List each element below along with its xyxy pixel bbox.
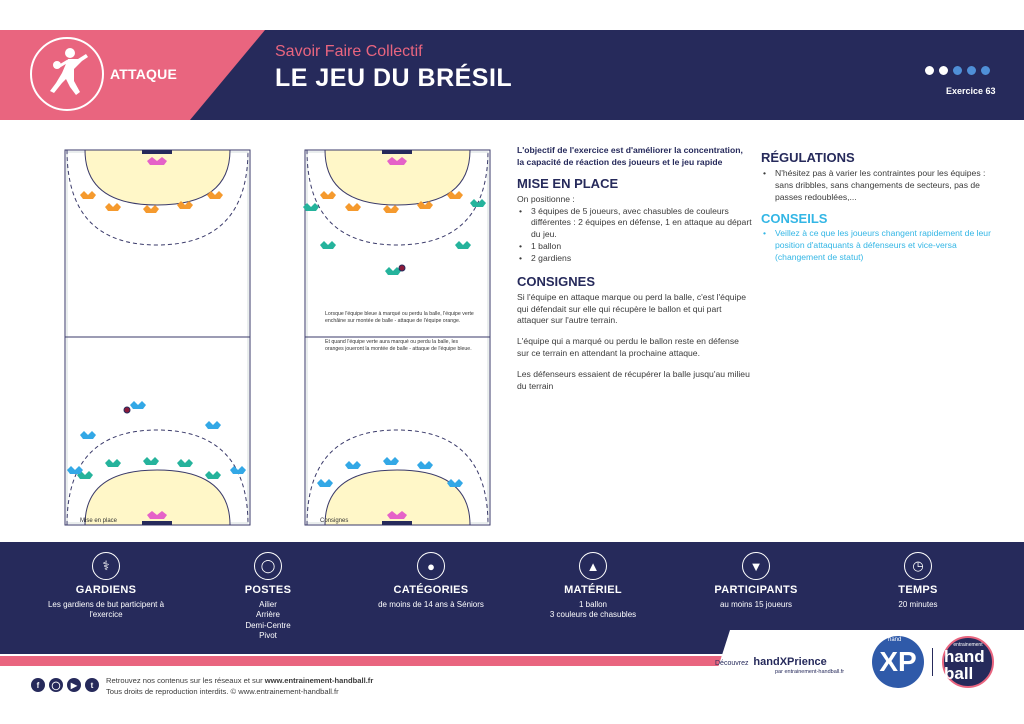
website-link[interactable]: www.entrainement-handball.fr: [264, 676, 374, 685]
difficulty-ball-icon: [966, 65, 977, 76]
youtube-icon[interactable]: ▶: [67, 678, 81, 692]
court-caption: Consignes: [320, 518, 349, 524]
court-diagram-instructions: [295, 145, 500, 530]
feature-categories: [361, 552, 501, 610]
copyright-text: Tous droits de reproduction interdits. © www.entrainement-handball.fr: [106, 687, 339, 696]
feature-text: de moins de 14 ans à Séniors: [378, 600, 484, 609]
handball-player-icon: [30, 37, 104, 111]
hb-logo-small-text: entrainement: [953, 641, 983, 648]
xp-logo-small-text: hand: [888, 637, 902, 643]
regulations-heading: RÉGULATIONS: [761, 150, 855, 165]
feature-title: CATÉGORIES: [393, 584, 469, 596]
advice-heading: CONSEILS: [761, 210, 828, 226]
footer-text: Retrouvez nos contenus sur les réseaux et sur: [106, 676, 265, 685]
brand-promo[interactable]: [715, 656, 844, 675]
handxp-logo[interactable]: [872, 636, 924, 688]
instructions-heading: CONSIGNES: [517, 273, 596, 289]
feature-title: PARTICIPANTS: [714, 584, 798, 596]
setup-heading: MISE EN PLACE: [517, 175, 619, 191]
instruction-paragraph: L'équipe qui a marqué ou perdu le ballon reste en défense sur ce terrain en attendant la prochaine attaque.: [517, 336, 739, 359]
feature-participants: [686, 552, 826, 610]
difficulty-ball-icon: [952, 65, 963, 76]
description-column: [517, 145, 752, 402]
court-caption: Mise en place: [80, 518, 118, 524]
participants-icon: ▼: [742, 552, 770, 580]
setup-list: [517, 206, 752, 265]
equipment-icon: ▲: [579, 552, 607, 580]
ball-marker: [124, 407, 130, 413]
list-item: • 1 ballon: [517, 241, 752, 253]
difficulty-rating: [924, 65, 991, 76]
advice-list: [761, 228, 996, 264]
hb-logo-text: hand ball: [944, 646, 985, 683]
feature-title: GARDIENS: [75, 584, 137, 596]
page-title: LE JEU DU BRÉSIL: [275, 64, 513, 92]
feature-title: POSTES: [244, 584, 292, 596]
social-links: [31, 678, 99, 692]
feature-text: 20 minutes: [898, 600, 938, 609]
feature-goalkeepers: [36, 552, 176, 621]
footer-accent-stripe: [0, 656, 735, 666]
category-label: ATTAQUE: [110, 66, 177, 82]
exercise-number: Exercice 63: [946, 86, 996, 96]
feature-title: MATÉRIEL: [564, 584, 622, 596]
brand-name: handXPrience: [753, 656, 827, 668]
feature-text: Les gardiens de but participent à l'exercice: [47, 600, 165, 620]
feature-title: TEMPS: [898, 584, 938, 596]
instagram-icon[interactable]: ◯: [49, 678, 63, 692]
difficulty-ball-icon: [980, 65, 991, 76]
feature-text: au moins 15 joueurs: [719, 600, 793, 609]
categories-icon: ●: [417, 552, 445, 580]
regulations-list: [761, 168, 996, 204]
court-note: Lorsque l'équipe bleue à marqué ou perdu la balle, l'équipe verte enchâine sur montée de balle - attaque de l'équipe orange.: [325, 311, 474, 325]
goalkeeper-icon: ⚕: [92, 552, 120, 580]
court-diagram-setup: [55, 145, 260, 530]
list-item: • N'hésitez pas à varier les contraintes pour les équipes : sans dribbles, sans changements de secteurs, pas de passes redoublées,...: [761, 168, 996, 204]
setup-lead: On positionne :: [517, 193, 575, 204]
twitter-icon[interactable]: t: [85, 678, 99, 692]
difficulty-ball-icon: [938, 65, 949, 76]
position-icon: ◯: [254, 552, 282, 580]
tips-column: [761, 145, 996, 264]
page-subtitle: Savoir Faire Collectif: [275, 43, 423, 60]
footer-line: [106, 676, 373, 685]
entrainement-handball-logo[interactable]: [942, 636, 994, 688]
court-note: Et quand l'équipe verte aura marqué ou perdu la balle, les oranges joueront la montée de balle - attaque de l'équipe bleue.: [325, 339, 472, 353]
feature-text: 1 ballon 3 couleurs de chasubles: [549, 600, 637, 620]
list-item: • 3 équipes de 5 joueurs, avec chasubles de couleurs différentes : 2 équipes en défense, 1 en attaque au départ du jeu.: [517, 206, 752, 242]
instruction-paragraph: Les défenseurs essaient de récupérer la balle jusqu'au milieu du terrain: [517, 369, 750, 391]
brand-by: par entrainement-handball.fr: [775, 669, 845, 675]
list-item: • 2 gardiens: [517, 253, 752, 265]
feature-equipment: [523, 552, 663, 621]
clock-icon: ◷: [904, 552, 932, 580]
instruction-paragraph: Si l'équipe en attaque marque ou perd la balle, c'est l'équipe qui défendait sur elle qui récupère le ballon et qui part attaquer sur l'autre terrain.: [517, 291, 746, 326]
feature-text: Ailier Arrière Demi-Centre Pivot: [245, 600, 291, 641]
facebook-icon[interactable]: f: [31, 678, 45, 692]
difficulty-ball-icon: [924, 65, 935, 76]
list-item: • Veillez à ce que les joueurs changent rapidement de leur position d'attaquants à défenseurs et vice-versa (changement de statut): [761, 228, 996, 264]
logo-divider: [932, 648, 933, 676]
objective-text: L'objectif de l'exercice est d'améliorer la concentration, la capacité de réaction des joueurs et le jeu rapide: [517, 145, 743, 167]
feature-time: [848, 552, 988, 610]
feature-positions: [198, 552, 338, 642]
discover-label: Découvrez: [715, 660, 749, 667]
xp-logo-text: XP: [879, 646, 917, 677]
ball-marker: [399, 265, 405, 271]
